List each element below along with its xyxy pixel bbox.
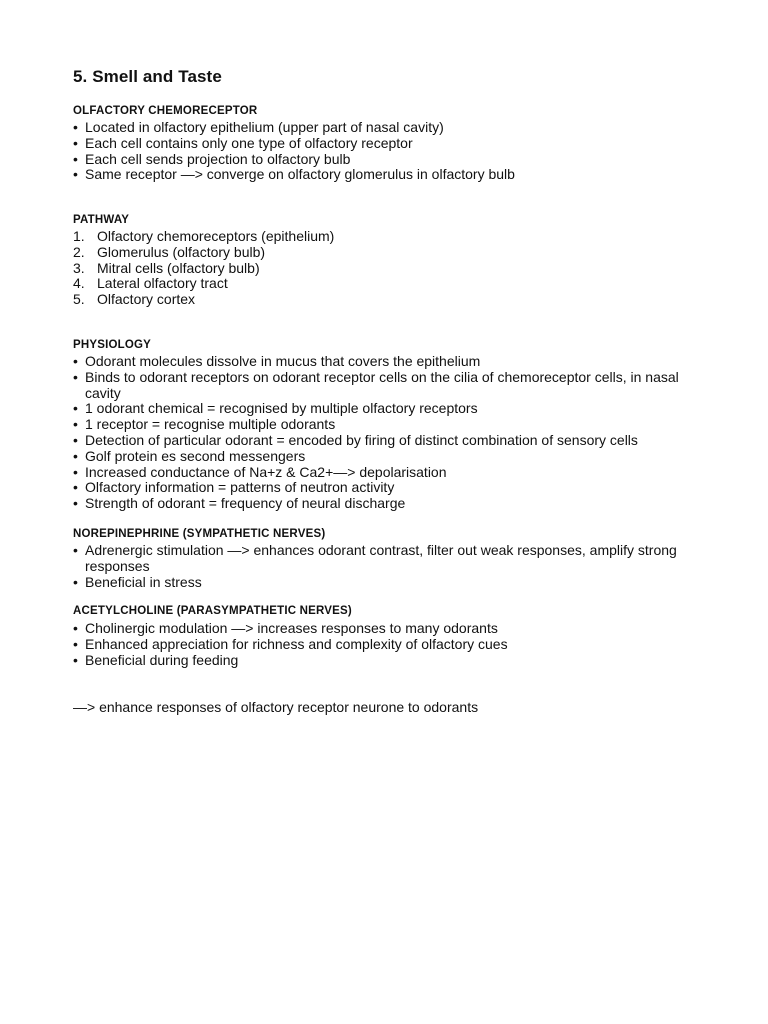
list-item: • 1 odorant chemical = recognised by multiple olfactory receptors	[73, 400, 478, 417]
section-heading-norepinephrine: NOREPINEPHRINE (SYMPATHETIC NERVES)	[73, 528, 326, 540]
list-item: 3. Mitral cells (olfactory bulb)	[73, 259, 260, 276]
olfactory-list	[73, 120, 693, 183]
list-item: • Beneficial during feeding	[73, 651, 239, 668]
list-item: • Golf protein es second messengers	[73, 447, 306, 464]
section-heading-pathway: PATHWAY	[73, 214, 130, 226]
list-item: • Beneficial in stress	[73, 573, 202, 590]
list-item: 5. Olfactory cortex	[73, 291, 196, 308]
list-item: • Binds to odorant receptors on odorant receptor cells on the cilia of chemoreceptor cells, in nasal cavity	[73, 368, 679, 401]
list-item: 1. Olfactory chemoreceptors (epithelium)	[73, 228, 335, 244]
list-item: • Strength of odorant = frequency of neural discharge	[73, 495, 406, 512]
list-item: • Each cell contains only one type of olfactory receptor	[73, 134, 413, 151]
list-item: • Odorant molecules dissolve in mucus that covers the epithelium	[73, 353, 481, 369]
section-heading-acetylcholine: ACETYLCHOLINE (PARASYMPATHETIC NERVES)	[73, 605, 352, 617]
list-item: • Detection of particular odorant = encoded by firing of distinct combination of sensory cells	[73, 431, 638, 448]
list-item: • Each cell sends projection to olfactory bulb	[73, 150, 351, 167]
summary-line: —> enhance responses of olfactory receptor neurone to odorants	[73, 699, 479, 715]
section-heading-physiology: PHYSIOLOGY	[73, 339, 152, 351]
physiology-list	[73, 354, 693, 512]
list-item: • Located in olfactory epithelium (upper part of nasal cavity)	[73, 119, 444, 135]
list-item: 4. Lateral olfactory tract	[73, 275, 228, 292]
list-item: • 1 receptor = recognise multiple odorants	[73, 416, 336, 433]
section-heading-olfactory: OLFACTORY CHEMORECEPTOR	[73, 105, 258, 117]
list-item: • Cholinergic modulation —> increases responses to many odorants	[73, 620, 498, 636]
norepinephrine-list	[73, 543, 693, 590]
list-item: • Increased conductance of Na+z & Ca2+—> depolarisation	[73, 463, 447, 480]
list-item: • Olfactory information = patterns of neutron activity	[73, 479, 395, 496]
list-item: • Enhanced appreciation for richness and complexity of olfactory cues	[73, 635, 508, 652]
pathway-list	[73, 229, 693, 308]
list-item: • Adrenergic stimulation —> enhances odorant contrast, filter out weak responses, amplify strong responses	[73, 542, 677, 574]
page-title: 5. Smell and Taste	[73, 67, 222, 86]
list-item: • Same receptor —> converge on olfactory glomerulus in olfactory bulb	[73, 166, 515, 183]
list-item: 2. Glomerulus (olfactory bulb)	[73, 243, 266, 260]
acetylcholine-list	[73, 621, 693, 668]
